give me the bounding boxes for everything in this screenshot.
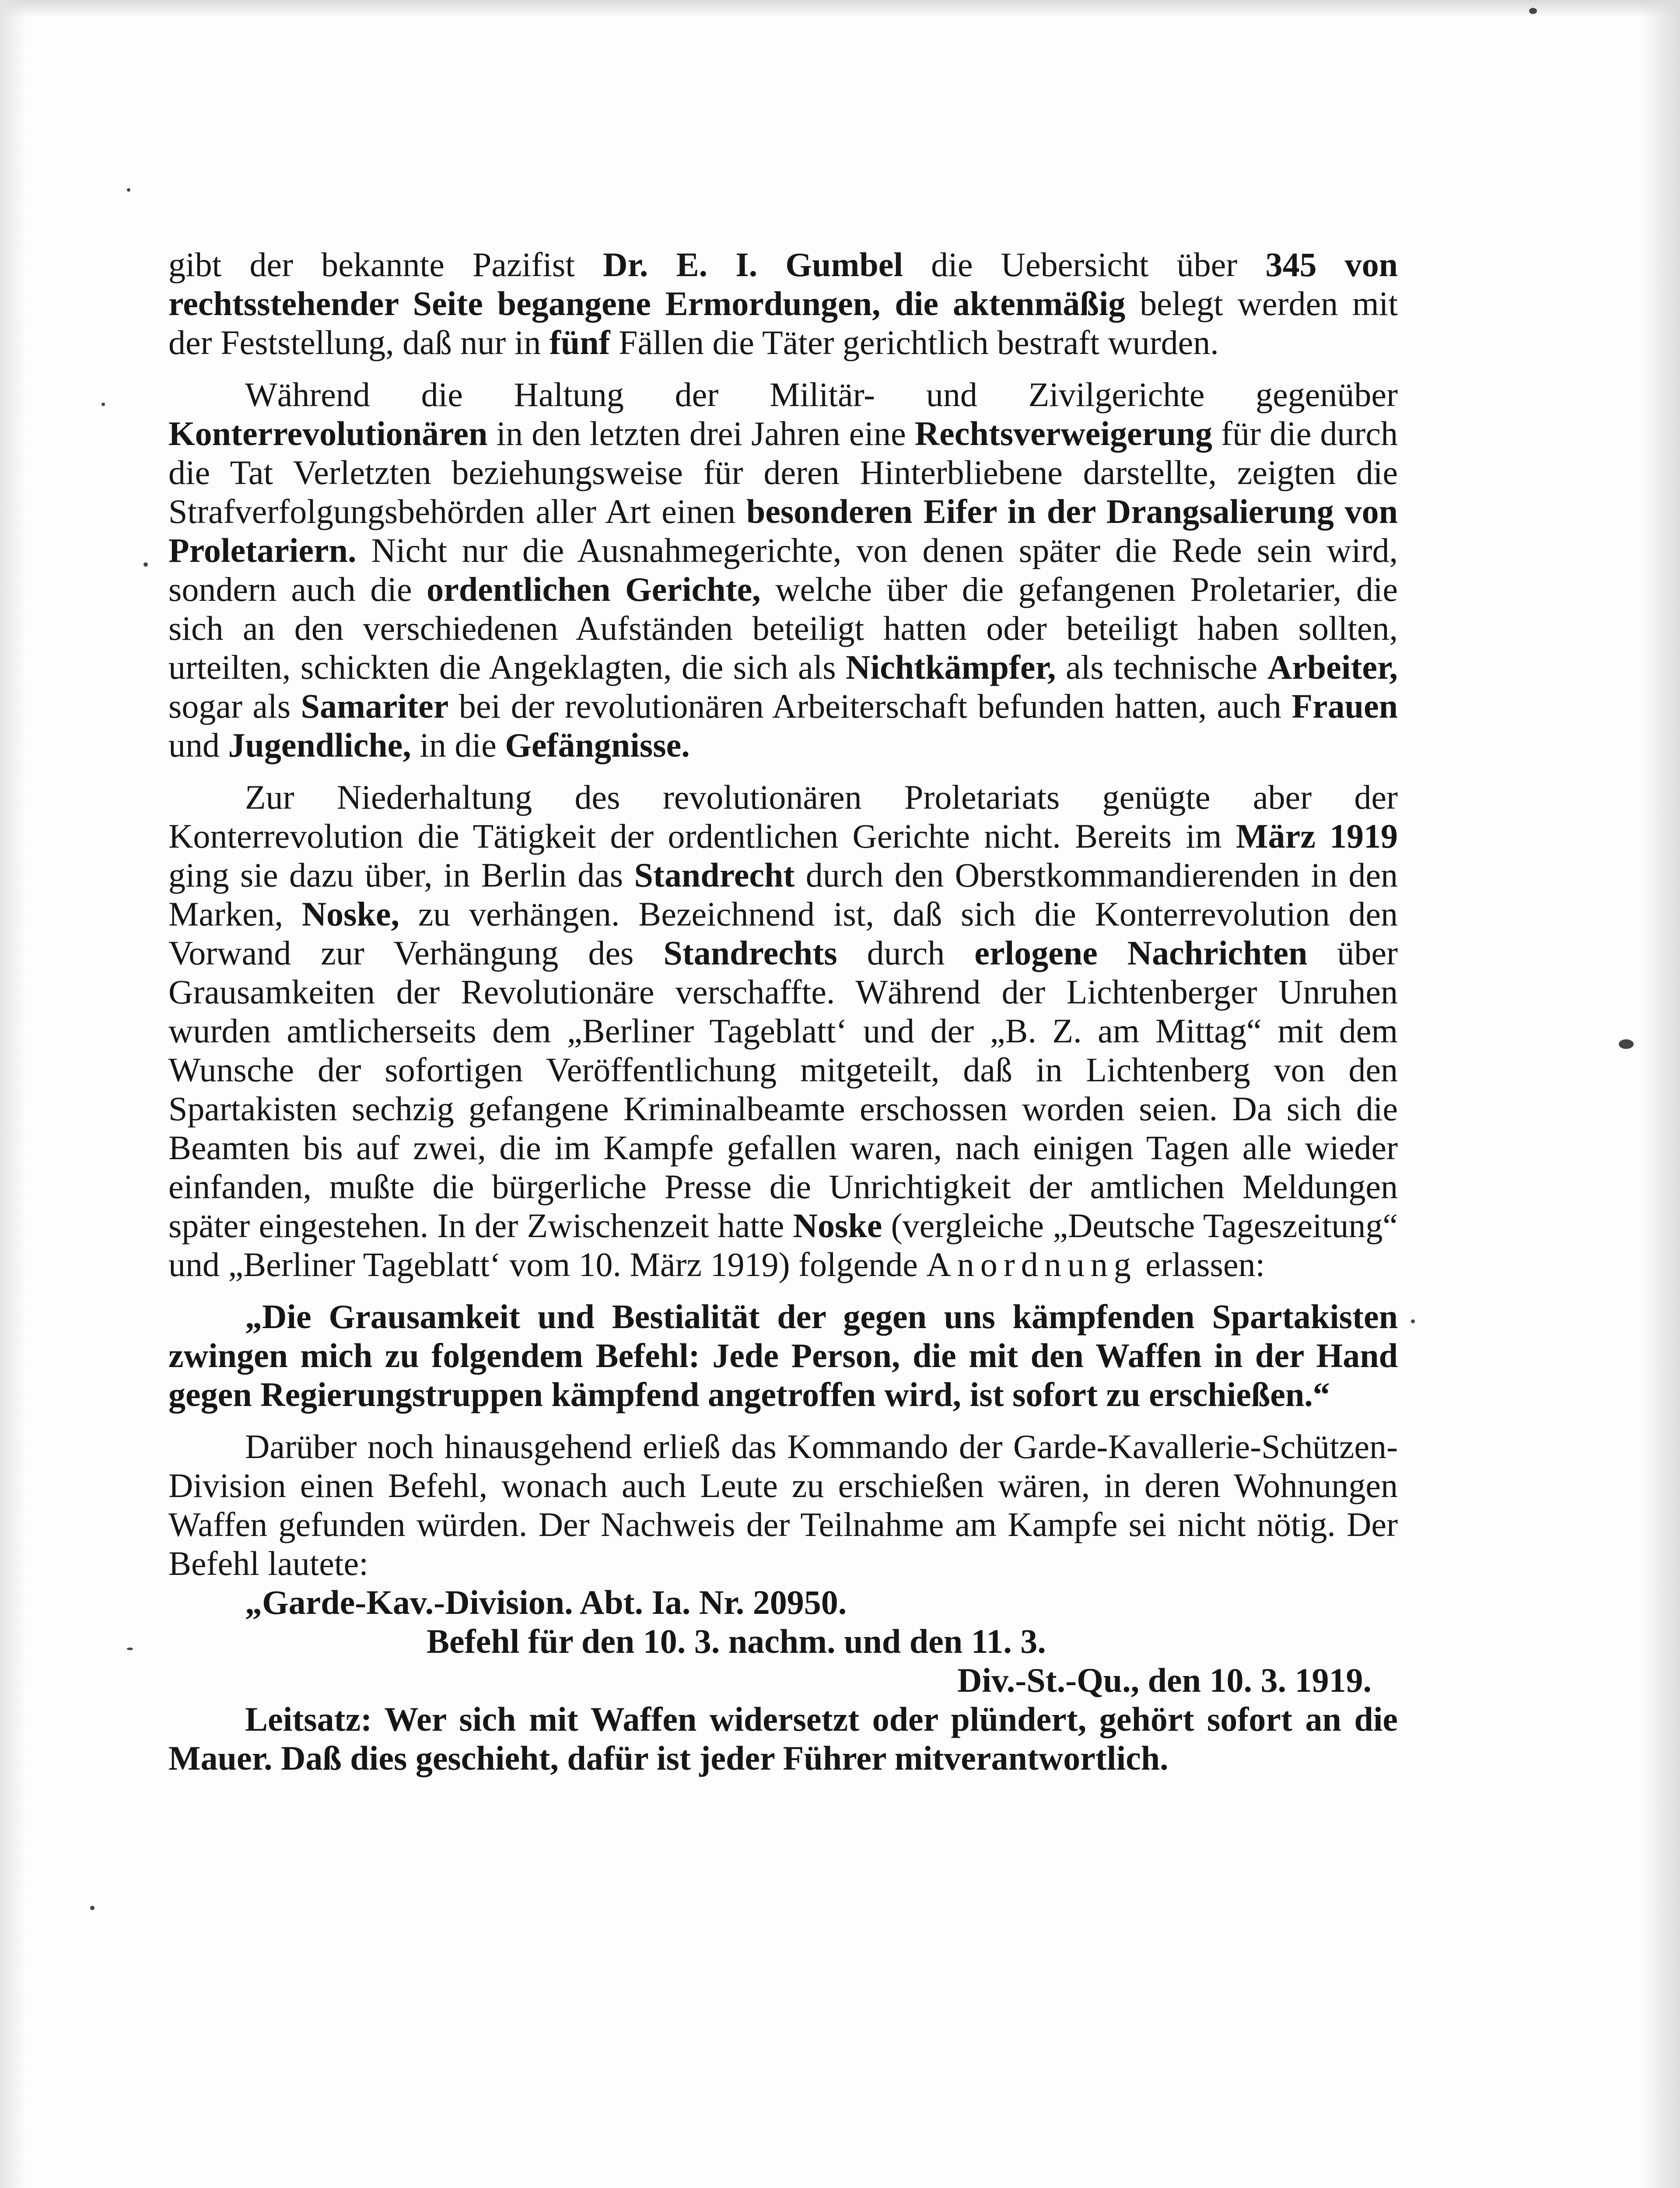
bold-text-run: Samariter — [301, 687, 449, 725]
bold-text-run: Arbeiter, — [1267, 648, 1398, 686]
scan-speck — [144, 562, 148, 567]
text-run: belegt werden mit der Feststellung, daß nur in — [168, 284, 1398, 361]
leitsatz-paragraph: Leitsatz: Wer sich mit Waffen widersetzt oder plündert, gehört sofort an die Mauer. Daß dies geschieht, dafür ist jeder Führer mitverantwortlich. — [168, 1700, 1398, 1777]
text-run: (vergleiche „Deutsche Tageszeitung“ und „Berliner Tageblatt‘ vom 10. März 1919) folgende — [168, 1206, 1398, 1283]
body-paragraph — [168, 375, 1398, 764]
text-run: Zur Niederhaltung des revolutionären Proletariats genügte aber der Konterrevolution die Tätigkeit der ordentlichen Gerichte nicht. Bereits im — [168, 778, 1398, 855]
text-run: bei der revolutionären Arbeiterschaft befunden hatten, auch — [448, 687, 1292, 725]
text-run: durch — [837, 934, 975, 972]
text-run: in die — [411, 726, 505, 764]
text-run: durch den Oberstkommandierenden in den Marken, — [168, 856, 1398, 933]
text-run: für die durch die Tat Verletzten beziehungsweise für deren Hinterbliebene darstellte, zeigten die Strafverfolgungsbehörden aller Art einen — [168, 414, 1398, 530]
text-run: als technische — [1056, 648, 1267, 686]
text-run: über Grausamkeiten der Revolutionäre verschaffte. Während der Lichtenberger Unruhen wurden amtlicherseits dem „Berliner Tageblatt‘ und der „B. Z. am Mittag“ mit dem Wunsche der sofortigen Veröffentlichung mitgeteilt, daß in Lichtenberg von den Spartakisten sechzig gefangene Kriminalbeamte erschossen worden seien. Da sich die Beamten bis auf zwei, die im Kampfe gefallen waren, nach einigen Tagen alle wieder einfanden, mußte die bürgerliche Presse die Unrichtigkeit der amtlichen Meldungen später eingestehen. In der Zwischenzeit hatte — [168, 934, 1398, 1245]
bold-text-run: besonderen Eifer in der Drangsalierung von Proletariern. — [168, 492, 1398, 569]
body-paragraph — [168, 245, 1398, 362]
page-left-shadow — [0, 0, 26, 2188]
bold-text-run: Noske — [793, 1206, 882, 1245]
text-run: in den letzten drei Jahren eine — [487, 414, 915, 452]
noske-order-quote: „Die Grausamkeit und Bestialität der gegen uns kämpfenden Spartakisten zwingen mich zu folgendem Befehl: Jede Person, die mit den Waffen in der Hand gegen Regierungstruppen kämpfend angetroffen wird, ist sofort zu erschießen.“ — [168, 1297, 1398, 1413]
text-run: erlassen: — [1137, 1245, 1265, 1283]
bold-text-run: ordentlichen Gerichte, — [427, 570, 761, 608]
bold-text-run: Dr. E. I. Gumbel — [603, 245, 903, 284]
text-run: ging sie dazu über, in Berlin das — [168, 856, 634, 894]
scan-speck — [127, 1648, 133, 1650]
bold-text-run: Jugendliche, — [228, 726, 411, 764]
scan-speck — [90, 1906, 94, 1910]
bold-text-run: Konterrevolutionären — [168, 414, 488, 452]
text-run: Nicht nur die Ausnahmegerichte, von denen später die Rede sein wird, sondern auch die — [168, 531, 1398, 608]
bold-text-run: Gefängnisse. — [505, 726, 690, 764]
scan-speck — [1411, 1319, 1415, 1323]
bold-text-run: Standrecht — [634, 856, 795, 894]
text-run: zu verhängen. Bezeichnend ist, daß sich die Konterrevolution den Vorwand zur Verhängung des — [168, 895, 1398, 972]
bold-text-run: Noske, — [301, 895, 399, 933]
text-run: Fällen die Täter gerichtlich bestraft wurden. — [610, 323, 1219, 361]
scan-speck — [102, 403, 105, 406]
scan-speck — [1619, 1039, 1634, 1049]
order-subheading: Befehl für den 10. 3. nachm. und den 11. 3. — [427, 1622, 1046, 1660]
bold-text-run: Rechtsverweigerung — [914, 414, 1212, 452]
page-right-shadow — [1641, 0, 1680, 2188]
scan-speck — [127, 188, 130, 192]
bold-text-run: Standrechts — [663, 934, 837, 972]
text-run: sogar als — [168, 687, 301, 725]
text-run: gibt der bekannte Pazifist — [168, 245, 603, 284]
body-paragraph: Darüber noch hinausgehend erließ das Kommando der Garde-Kavallerie-Schützen-Division einen Befehl, wonach auch Leute zu erschießen wären, in deren Wohnungen Waffen gefunden würden. Der Nachweis der Teilnahme am Kampfe sei nicht nötig. Der Befehl lautete: — [168, 1427, 1398, 1582]
order-heading: „Garde-Kav.-Division. Abt. Ia. Nr. 20950. — [245, 1583, 847, 1621]
scan-speck — [1529, 8, 1537, 14]
text-run: Während die Haltung der Militär- und Zivilgerichte gegenüber — [245, 375, 1398, 414]
text-run: die Uebersicht über — [903, 245, 1266, 284]
bold-text-run: Nichtkämpfer, — [846, 648, 1056, 686]
spaced-text-run: Anordnung — [926, 1245, 1137, 1283]
page-top-shadow — [0, 0, 1680, 18]
bold-text-run: Frauen — [1292, 687, 1398, 725]
bold-text-run: fünf — [549, 323, 610, 361]
body-paragraph — [168, 778, 1398, 1284]
document-body — [168, 245, 1398, 1778]
bold-text-run: März 1919 — [1236, 817, 1398, 855]
text-run: und — [168, 726, 228, 764]
bold-text-run: 345 von rechtsstehender Seite begangene Ermordungen, die aktenmäßig — [168, 245, 1398, 323]
text-run: welche über die gefangenen Proletarier, die sich an den verschiedenen Aufständen beteiligt hatten oder beteiligt haben sollten, urteilten, schickten die Angeklagten, die sich als — [168, 570, 1398, 686]
order-date: Div.-St.-Qu., den 10. 3. 1919. — [957, 1661, 1372, 1699]
bold-text-run: erlogene Nachrichten — [974, 934, 1308, 972]
